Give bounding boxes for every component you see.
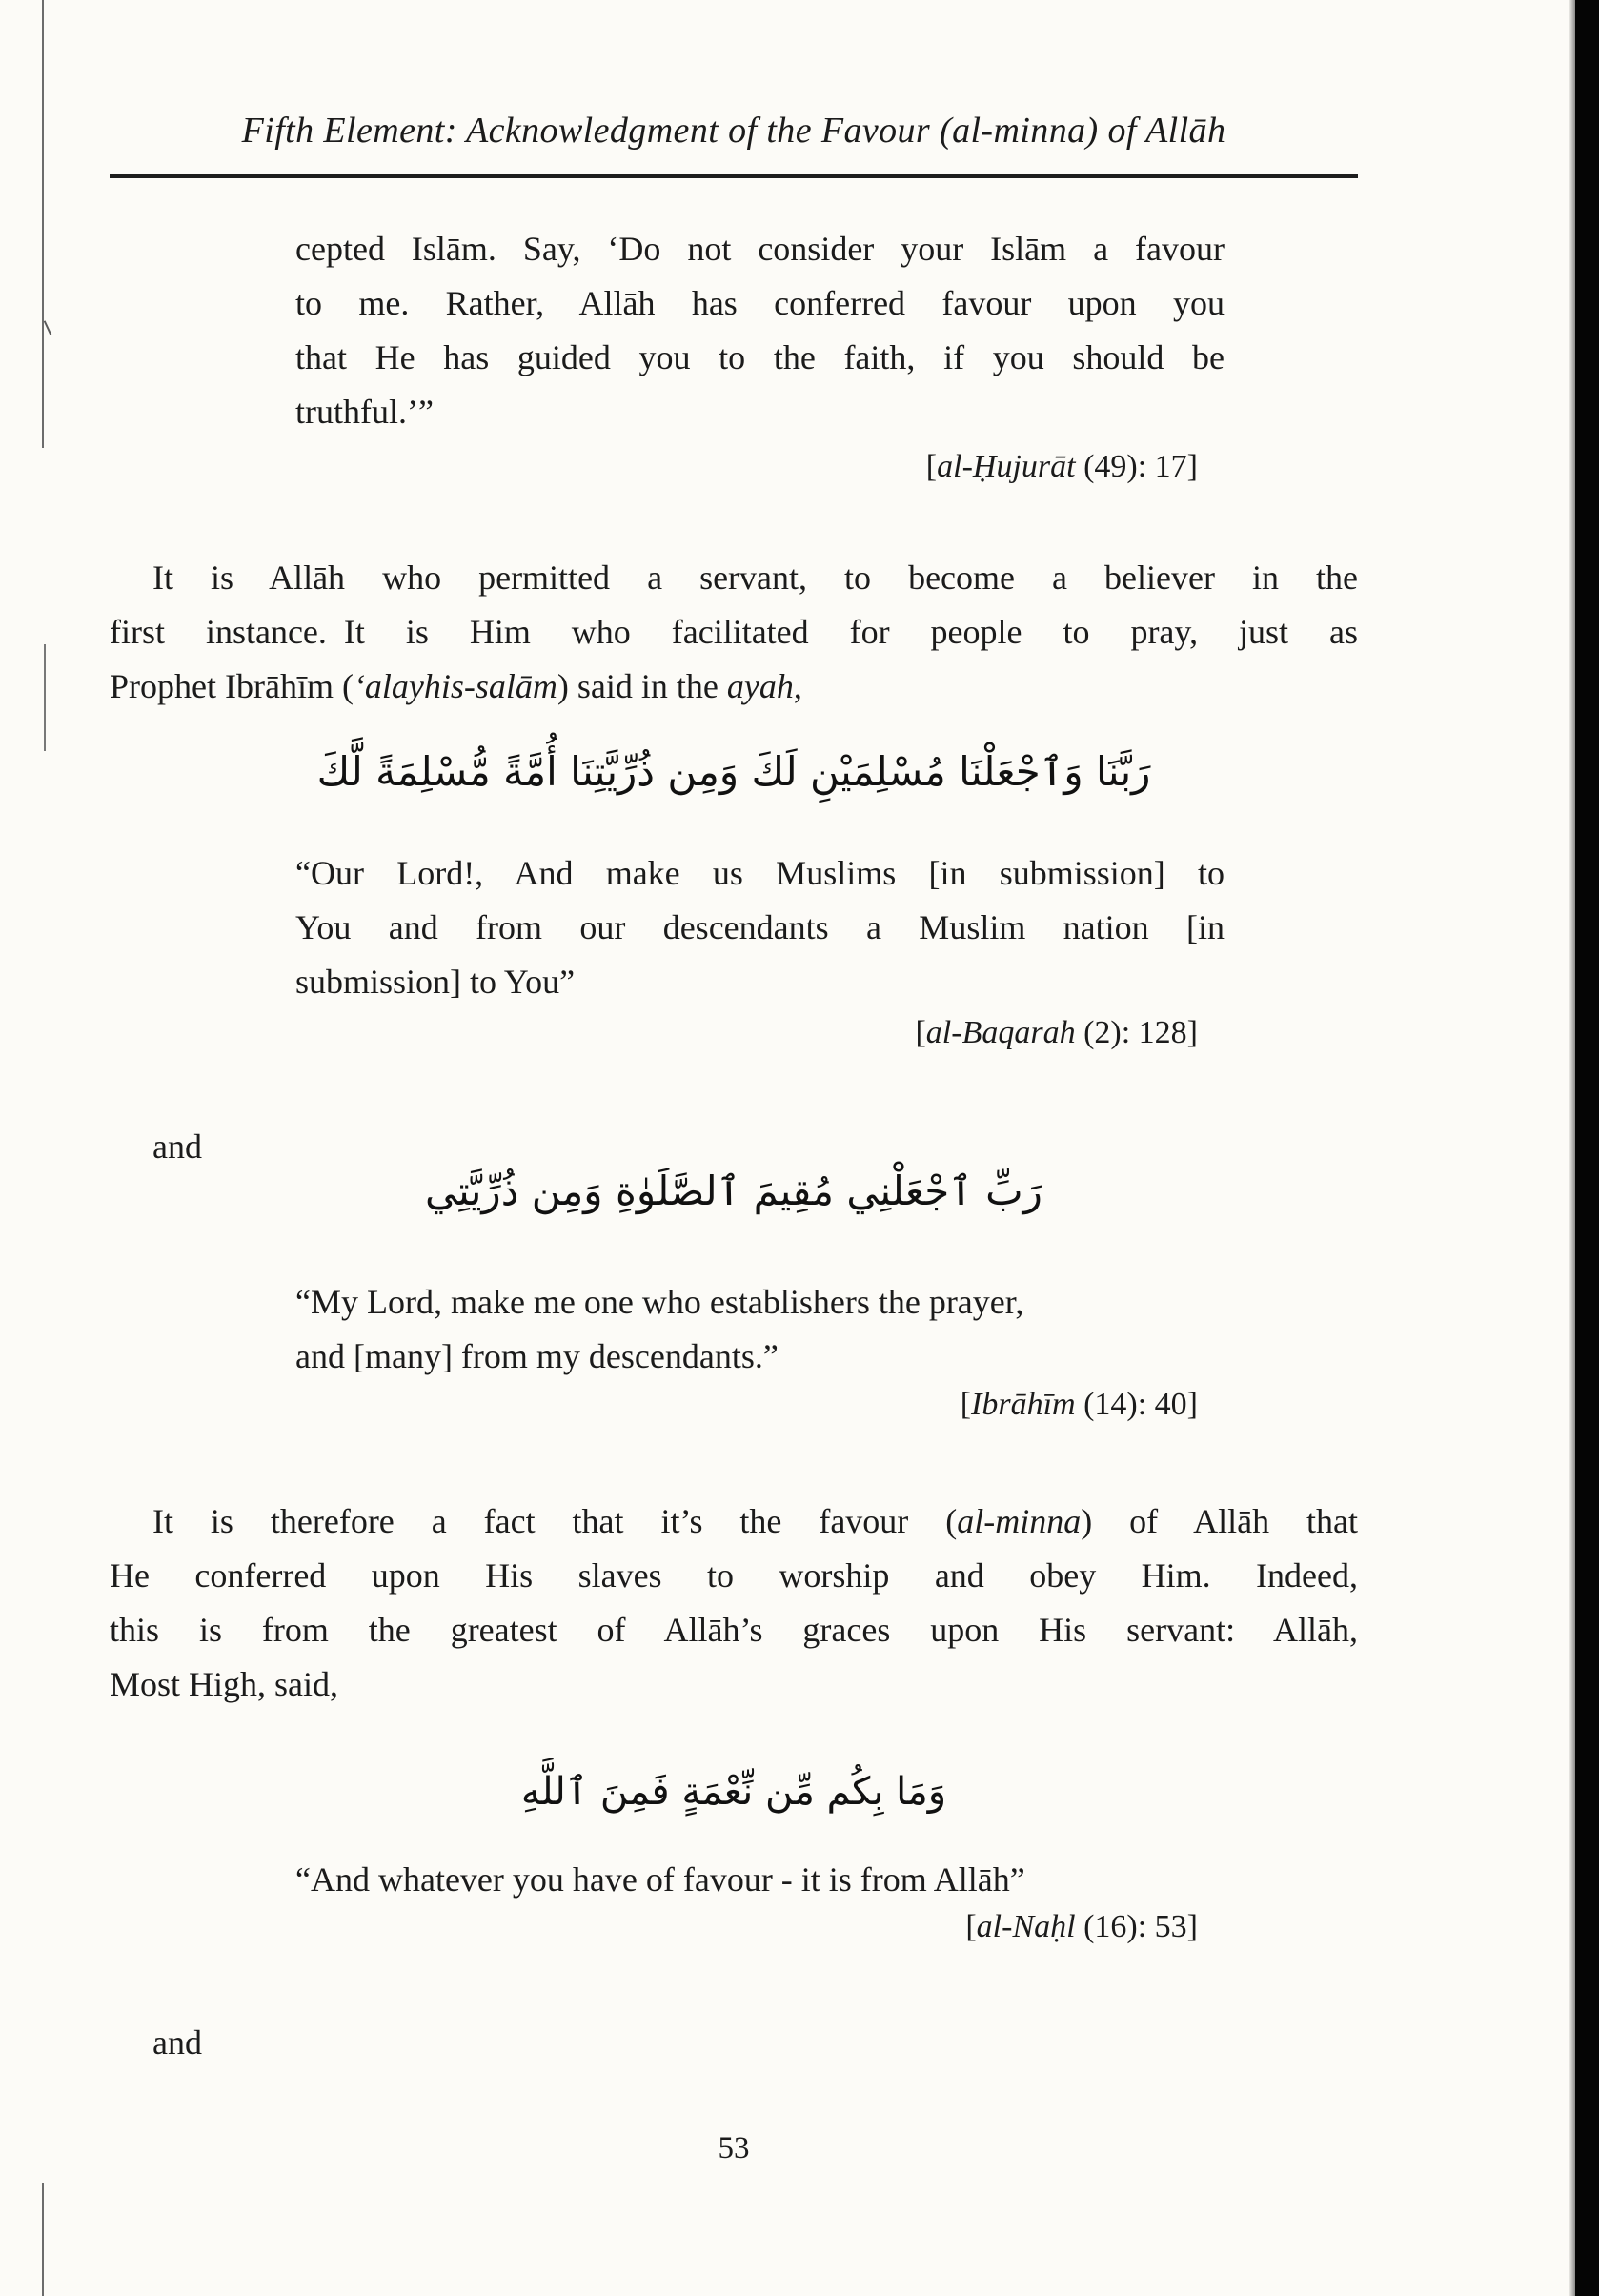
body-paragraph-1 <box>110 551 1358 714</box>
paragraph-line: He conferred upon His slaves to worship and obey Him. Indeed, <box>110 1556 1358 1595</box>
verse-citation-hujurat: [al-Ḥujurāt (49): 17] <box>925 449 1198 484</box>
quote-line: submission] to You” <box>295 963 576 1001</box>
paragraph-line: Prophet Ibrāhīm (‘alayhis-salām) said in the ayah, <box>110 667 802 705</box>
quote-line: and [many] from my descendants.” <box>295 1337 779 1375</box>
quote-line: to me. Rather, Allāh has conferred favour upon you <box>295 284 1225 322</box>
quran-translation-block-3 <box>295 1275 1225 1384</box>
body-paragraph-2 <box>110 1494 1358 1712</box>
connector-word-and-2: and <box>152 2023 202 2062</box>
quote-line: that He has guided you to the faith, if you should be <box>295 338 1225 376</box>
verse-citation-ibrahim: [Ibrāhīm (14): 40] <box>960 1387 1198 1422</box>
paragraph-line: It is therefore a fact that it’s the favour (al-minna) of Allāh that <box>152 1502 1358 1540</box>
quote-line: truthful.’” <box>295 393 434 431</box>
quote-line: cepted Islām. Say, ‘Do not consider your Islām a favour <box>295 230 1225 268</box>
verse-citation-baqarah: [al-Baqarah (2): 128] <box>915 1015 1198 1050</box>
quran-translation-block-1 <box>295 222 1225 439</box>
quran-translation-block-2 <box>295 846 1225 1009</box>
arabic-verse-baqarah: رَبَّنَا وَٱجْعَلْنَا مُسْلِمَيْنِ لَكَ وَمِن ذُرِّيَّتِنَا أُمَّةً مُّسْلِمَةً لَّكَ <box>316 748 1151 795</box>
scan-artifact-left-tick <box>44 320 52 335</box>
arabic-verse-nahl: وَمَا بِكُم مِّن نِّعْمَةٍ فَمِنَ ٱللَّهِ <box>520 1770 947 1814</box>
quote-line: “My Lord, make me one who establishers the prayer, <box>295 1283 1024 1321</box>
quote-line: “Our Lord!, And make us Muslims [in submission] to <box>295 854 1225 892</box>
paragraph-line: this is from the greatest of Allāh’s graces upon His servant: Allāh, <box>110 1611 1358 1649</box>
verse-citation-nahl: [al-Naḥl (16): 53] <box>965 1909 1198 1944</box>
running-header: Fifth Element: Acknowledgment of the Favour (al-minna) of Allāh <box>241 111 1226 151</box>
scan-artifact-right-band <box>1575 0 1599 2296</box>
arabic-verse-ibrahim: رَبِّ ٱجْعَلْنِي مُقِيمَ ٱلصَّلَوٰةِ وَمِن ذُرِّيَّتِي <box>425 1168 1042 1214</box>
connector-word-and-1: and <box>152 1128 202 1166</box>
scan-artifact-left-line-bottom <box>42 2183 44 2296</box>
paragraph-line: It is Allāh who permitted a servant, to become a believer in the <box>152 559 1358 597</box>
scan-artifact-right-shadow <box>1569 0 1575 2296</box>
paragraph-line: first instance. It is Him who facilitated for people to pray, just as <box>110 613 1358 651</box>
paragraph-line: Most High, said, <box>110 1665 339 1703</box>
quote-line: You and from our descendants a Muslim nation [in <box>295 908 1225 946</box>
header-rule <box>110 174 1358 178</box>
scan-artifact-left-line-mid <box>44 644 46 751</box>
scan-artifact-left-line-top <box>42 0 44 448</box>
page-number: 53 <box>718 2131 750 2165</box>
quran-translation-line-nahl: “And whatever you have of favour - it is from Allāh” <box>295 1860 1025 1899</box>
